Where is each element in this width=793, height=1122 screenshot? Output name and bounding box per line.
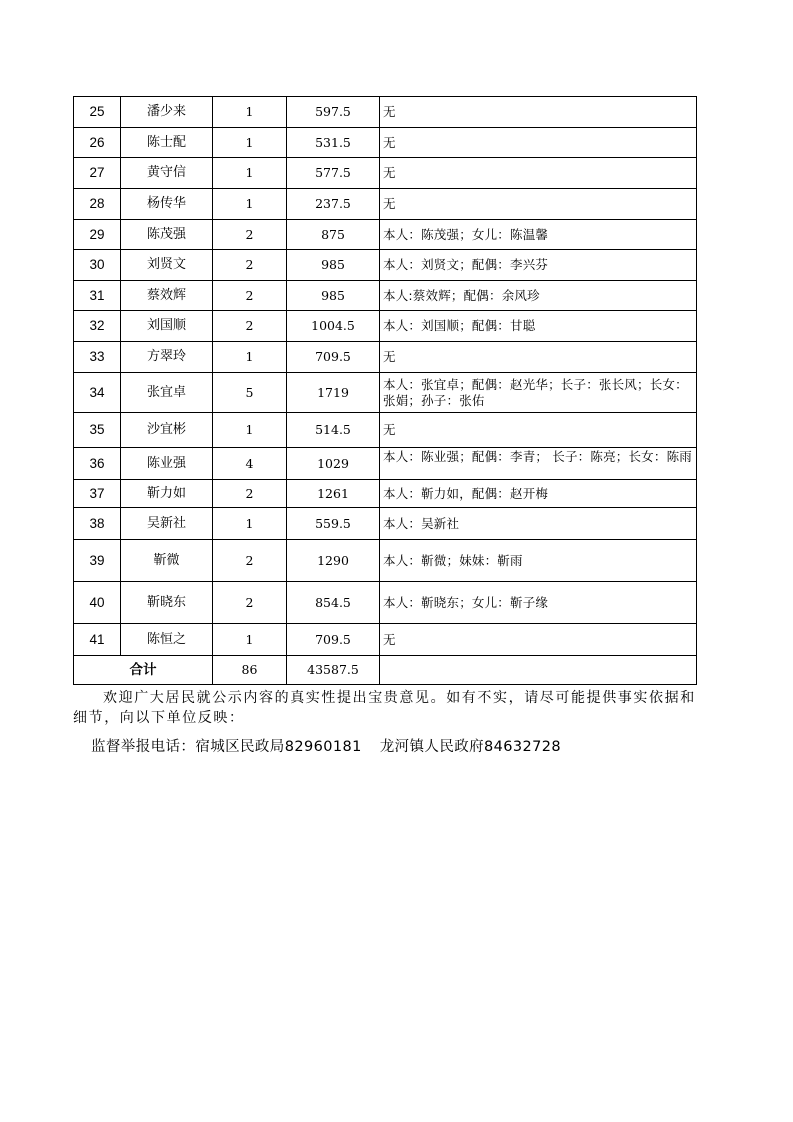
household-name: 沙宜彬 [121,413,213,448]
household-name: 陈士配 [121,128,213,158]
hotline-line [91,737,714,757]
subsidy-amount: 709.5 [287,342,380,373]
family-members: 无 [380,97,697,128]
row-number: 28 [74,189,121,220]
family-members: 本人：刘贤文；配偶：李兴芬 [380,250,697,281]
table-row [74,413,697,448]
person-count: 2 [213,540,287,582]
household-name: 黄守信 [121,158,213,189]
person-count: 4 [213,448,287,480]
family-members: 无 [380,189,697,220]
person-count: 2 [213,220,287,250]
person-count: 2 [213,250,287,281]
row-number: 38 [74,508,121,540]
subsidy-amount: 1029 [287,448,380,480]
family-members: 本人：靳力如，配偶：赵开梅 [380,480,697,508]
family-members: 无 [380,158,697,189]
table-row [74,508,697,540]
table-row [74,189,697,220]
row-number: 27 [74,158,121,189]
table-row [74,128,697,158]
subsidy-table [73,96,697,685]
row-number: 40 [74,582,121,624]
hotline-label: 监督举报电话： [91,739,196,755]
table-row [74,158,697,189]
subsidy-amount: 1290 [287,540,380,582]
table-row [74,220,697,250]
row-number: 29 [74,220,121,250]
subsidy-amount: 709.5 [287,624,380,656]
row-number: 31 [74,281,121,311]
total-members [380,656,697,685]
person-count: 1 [213,624,287,656]
subsidy-amount: 1719 [287,373,380,413]
household-name: 靳微 [121,540,213,582]
total-row [74,656,697,685]
family-members: 本人：吴新社 [380,508,697,540]
household-name: 潘少来 [121,97,213,128]
subsidy-amount: 514.5 [287,413,380,448]
subsidy-amount: 1261 [287,480,380,508]
table-row [74,582,697,624]
person-count: 1 [213,189,287,220]
family-members-text: 本人：陈业强；配偶：李青； 长子：陈亮；长女：陈雨 [383,449,692,464]
table-row [74,281,697,311]
family-members: 本人：靳微；妹妹：靳雨 [380,540,697,582]
household-name: 杨传华 [121,189,213,220]
row-number: 32 [74,311,121,342]
family-members [380,448,697,480]
row-number: 30 [74,250,121,281]
table-row [74,540,697,582]
row-number: 41 [74,624,121,656]
family-members: 本人：张宜卓；配偶：赵光华；长子：张长风；长女：张娟；孙子：张佑 [380,373,697,413]
public-notice: 欢迎广大居民就公示内容的真实性提出宝贵意见。如有不实，请尽可能提供事实依据和细节，向以下单位反映： [73,690,696,726]
person-count: 2 [213,480,287,508]
subsidy-amount: 597.5 [287,97,380,128]
household-name: 陈恒之 [121,624,213,656]
row-number: 26 [74,128,121,158]
table-row [74,480,697,508]
row-number: 36 [74,448,121,480]
household-name: 蔡效辉 [121,281,213,311]
row-number: 25 [74,97,121,128]
family-members: 本人：靳晓东；女儿：靳子缘 [380,582,697,624]
household-name: 陈业强 [121,448,213,480]
subsidy-amount: 237.5 [287,189,380,220]
table-row [74,448,697,480]
household-name: 靳力如 [121,480,213,508]
household-name: 张宜卓 [121,373,213,413]
person-count: 1 [213,413,287,448]
family-members: 本人：陈茂强；女儿：陈温馨 [380,220,697,250]
row-number: 33 [74,342,121,373]
table-row [74,342,697,373]
row-number: 35 [74,413,121,448]
row-number: 39 [74,540,121,582]
family-members: 无 [380,624,697,656]
household-name: 靳晓东 [121,582,213,624]
person-count: 2 [213,582,287,624]
person-count: 1 [213,342,287,373]
total-count: 86 [213,656,287,685]
subsidy-amount: 854.5 [287,582,380,624]
subsidy-amount: 985 [287,281,380,311]
family-members: 无 [380,342,697,373]
family-members: 无 [380,128,697,158]
family-members: 本人：刘国顺；配偶：甘聪 [380,311,697,342]
household-name: 方翠玲 [121,342,213,373]
subsidy-amount: 985 [287,250,380,281]
family-members: 本人:蔡效辉；配偶：余风珍 [380,281,697,311]
household-name: 陈茂强 [121,220,213,250]
person-count: 1 [213,508,287,540]
subsidy-amount: 559.5 [287,508,380,540]
subsidy-amount: 875 [287,220,380,250]
subsidy-amount: 577.5 [287,158,380,189]
subsidy-amount: 531.5 [287,128,380,158]
person-count: 2 [213,281,287,311]
table-row [74,373,697,413]
household-name: 吴新社 [121,508,213,540]
table-row [74,97,697,128]
row-number: 34 [74,373,121,413]
household-name: 刘国顺 [121,311,213,342]
person-count: 5 [213,373,287,413]
hotline-town-government: 龙河镇人民政府84632728 [379,739,562,755]
person-count: 1 [213,158,287,189]
total-amount: 43587.5 [287,656,380,685]
household-name: 刘贤文 [121,250,213,281]
total-label: 合计 [74,656,213,685]
subsidy-amount: 1004.5 [287,311,380,342]
family-members: 无 [380,413,697,448]
person-count: 1 [213,128,287,158]
hotline-civil-affairs: 宿城区民政局82960181 [195,739,362,755]
table-row [74,311,697,342]
table-row [74,250,697,281]
row-number: 37 [74,480,121,508]
person-count: 2 [213,311,287,342]
person-count: 1 [213,97,287,128]
table-row [74,624,697,656]
table-body [74,97,697,685]
